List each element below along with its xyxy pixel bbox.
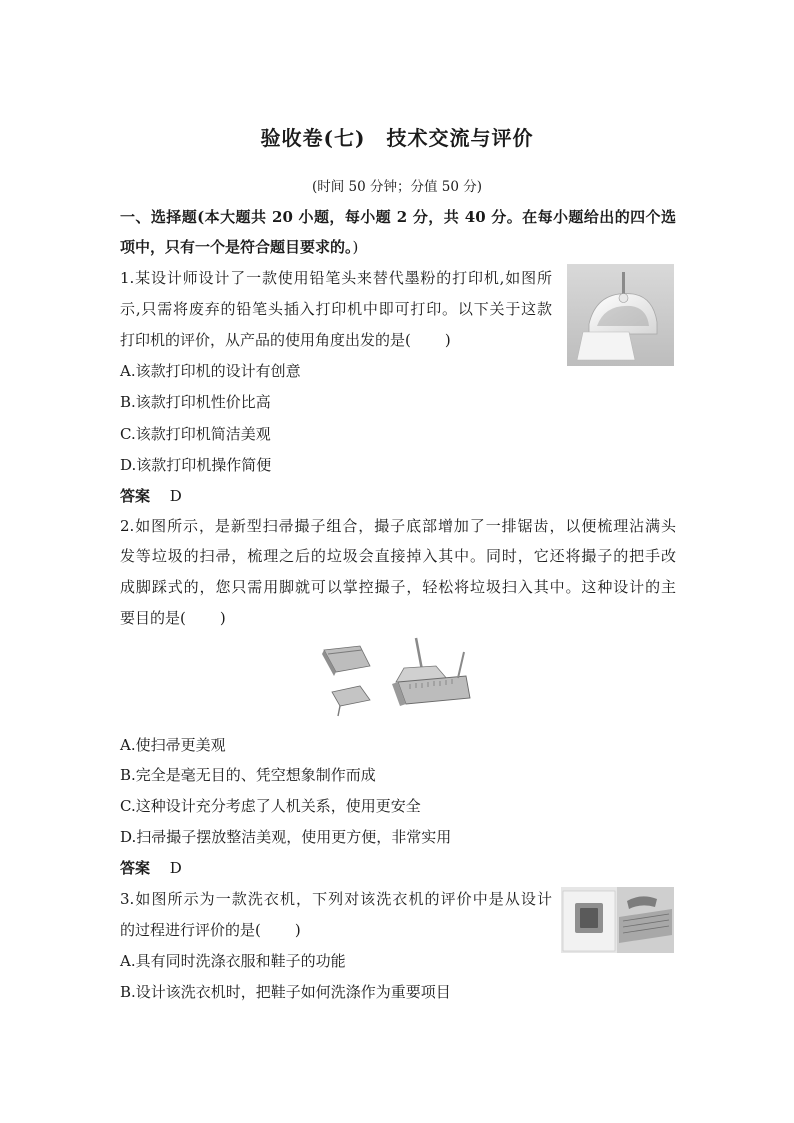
q2-option-d: D.扫帚撮子摆放整洁美观，使用更方便，非常实用 xyxy=(120,828,452,846)
q1-stem-line1: 1.某设计师设计了一款使用铅笔头来替代墨粉的打印机,如图所 xyxy=(120,269,552,287)
q2-stem-line2: 发等垃圾的扫帚，梳理之后的垃圾会直接掉入其中。同时，它还将撮子的把手改 xyxy=(120,547,676,565)
q1-stem-line3: 打印机的评价，从产品的使用角度出发的是( ) xyxy=(120,331,451,349)
q3-stem-line1: 3.如图所示为一款洗衣机，下列对该洗衣机的评价中是从设计 xyxy=(120,890,552,908)
page-title: 验收卷(七) 技术交流与评价 xyxy=(260,126,534,150)
section-heading: 一、选择题(本大题共 20 小题，每小题 2 分，共 40 分。在每小题给出的四个选 xyxy=(120,208,676,226)
section-heading-cont: 项中，只有一个是符合题目要求的。) xyxy=(120,238,359,256)
q1-stem-line2: 示,只需将废弃的铅笔头插入打印机中即可打印。以下关于这款 xyxy=(120,300,552,318)
q3-option-b: B.设计该洗衣机时，把鞋子如何洗涤作为重要项目 xyxy=(120,983,451,1001)
q2-answer: 答案 D xyxy=(120,859,182,877)
q3-option-a: A.具有同时洗涤衣服和鞋子的功能 xyxy=(120,952,346,970)
q1-answer: 答案 D xyxy=(120,487,182,505)
q1-option-b: B.该款打印机性价比高 xyxy=(120,393,271,411)
pencil-printer-image xyxy=(567,264,674,366)
q2-option-a: A.使扫帚更美观 xyxy=(120,736,226,754)
q1-option-a: A.该款打印机的设计有创意 xyxy=(120,362,301,380)
broom-dustpan-image xyxy=(318,636,474,718)
q1-option-d: D.该款打印机操作简便 xyxy=(120,456,272,474)
q2-stem-line4: 要目的是( ) xyxy=(120,609,226,627)
q2-stem-line3: 成脚踩式的，您只需用脚就可以掌控撮子，轻松将垃圾扫入其中。这种设计的主 xyxy=(120,578,676,596)
q2-option-b: B.完全是毫无目的、凭空想象制作而成 xyxy=(120,766,376,784)
washing-machine-image xyxy=(561,887,674,953)
exam-meta: (时间 50 分钟；分值 50 分) xyxy=(311,179,483,195)
q3-stem-line2: 的过程进行评价的是( ) xyxy=(120,921,301,939)
q2-option-c: C.这种设计充分考虑了人机关系，使用更安全 xyxy=(120,797,421,815)
q1-option-c: C.该款打印机简洁美观 xyxy=(120,425,271,443)
q2-stem-line1: 2.如图所示，是新型扫帚撮子组合，撮子底部增加了一排锯齿，以便梳理沾满头 xyxy=(120,517,676,535)
